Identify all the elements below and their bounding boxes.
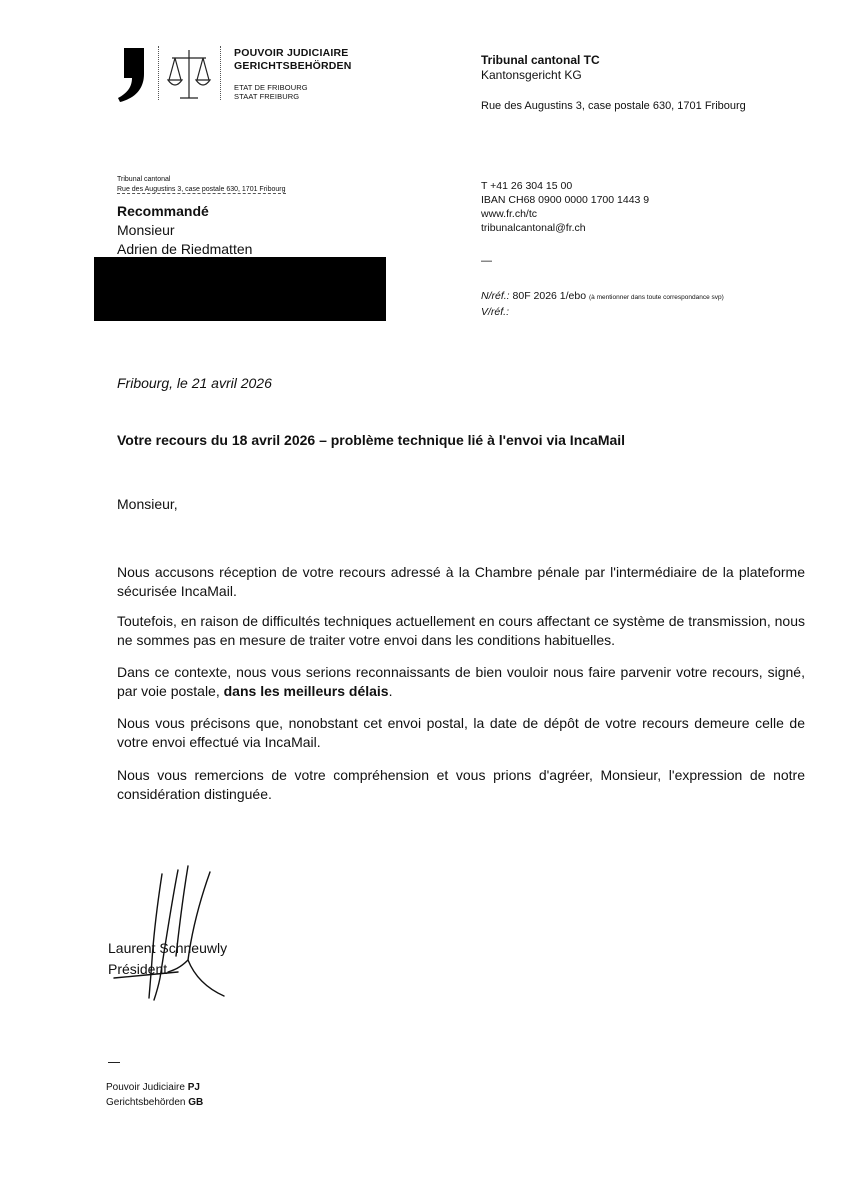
our-reference-value: 80F 2026 1/ebo xyxy=(512,290,587,302)
paragraph-receipt: Nous accusons réception de votre recours adressé à la Chambre pénale par l'intermédiaire de la plateforme sécurisée IncaMail. xyxy=(117,564,805,599)
logo-separator xyxy=(158,46,159,100)
signer-title: Président xyxy=(108,961,168,977)
sender-address: Rue des Augustins 3, case postale 630, 1701 Fribourg xyxy=(117,186,286,193)
footer-block xyxy=(106,1080,203,1110)
footer-org-de: Gerichtsbehörden xyxy=(106,1097,189,1108)
signer-block xyxy=(108,938,227,980)
request-end: . xyxy=(388,683,393,699)
sender-name: Tribunal cantonal xyxy=(117,176,171,183)
request-deadline: dans les meilleurs délais xyxy=(223,683,389,699)
tribunal-name-de: Kantonsgericht KG xyxy=(481,68,582,82)
delivery-mode: Recommandé xyxy=(117,203,209,219)
request-text: Dans ce contexte, nous vous serions reconnaissants de bien vouloir nous faire parvenir votre recours, signé, par voie postale, xyxy=(117,664,805,699)
email-link[interactable]: tribunalcantonal@fr.ch xyxy=(481,222,586,234)
scales-of-justice-icon xyxy=(166,48,212,100)
handwritten-signature-icon xyxy=(96,860,246,1005)
org-name-fr: POUVOIR JUDICIAIRE xyxy=(234,47,349,59)
footer-org-fr: Pouvoir Judiciaire xyxy=(106,1082,188,1093)
organization-name xyxy=(234,47,352,73)
recipient-salutation: Monsieur xyxy=(117,222,175,238)
your-reference-label: V/réf.: xyxy=(481,306,510,318)
footer-abbr-de: GB xyxy=(188,1097,204,1108)
paragraph-filing-date: Nous vous précisons que, nonobstant cet envoi postal, la date de dépôt de votre recours demeure celle de votre envoi effectué via IncaMail. xyxy=(117,715,805,750)
our-reference-note: (à mentionner dans toute correspondance svp) xyxy=(589,294,724,301)
letter-salutation: Monsieur, xyxy=(117,496,178,512)
tribunal-name xyxy=(481,53,600,83)
state-name xyxy=(234,83,308,101)
tribunal-name-fr: Tribunal cantonal TC xyxy=(481,53,600,67)
sender-return-address xyxy=(117,175,286,195)
paragraph-technical-issue: Toutefois, en raison de difficultés techniques actuellement en cours affectant ce système de transmission, nous ne sommes pas en mesure de traiter votre envoi dans les conditions habituelles. xyxy=(117,613,805,648)
letter-subject: Votre recours du 18 avril 2026 – problème technique lié à l'envoi via IncaMail xyxy=(117,432,626,448)
footer-separator xyxy=(108,1062,120,1063)
tribunal-address: Rue des Augustins 3, case postale 630, 1701 Fribourg xyxy=(481,100,746,112)
recipient-block xyxy=(117,202,252,259)
signer-name: Laurent Schneuwly xyxy=(108,940,228,956)
footer-abbr-fr: PJ xyxy=(187,1082,200,1093)
contact-separator: — xyxy=(481,255,492,267)
website-link[interactable]: www.fr.ch/tc xyxy=(481,208,538,220)
iban-number: IBAN CH68 0900 0000 1700 1443 9 xyxy=(481,194,650,206)
paragraph-closing: Nous vous remercions de votre compréhension et vous prions d'agréer, Monsieur, l'expression de notre considération distinguée. xyxy=(117,767,805,802)
references-block xyxy=(481,289,724,319)
recipient-name: Adrien de Riedmatten xyxy=(117,241,253,257)
redacted-address xyxy=(94,257,386,321)
state-name-de: STAAT FREIBURG xyxy=(234,92,300,101)
paragraph-request xyxy=(117,663,805,701)
letter-date: Fribourg, le 21 avril 2026 xyxy=(117,375,272,391)
judiciary-comma-logo-icon xyxy=(116,46,148,102)
contact-block xyxy=(481,179,649,235)
state-name-fr: ETAT DE FRIBOURG xyxy=(234,83,308,92)
org-name-de: GERICHTSBEHÖRDEN xyxy=(234,60,352,72)
logo-separator xyxy=(220,46,221,100)
our-reference-label: N/réf.: xyxy=(481,290,510,302)
phone-number: T +41 26 304 15 00 xyxy=(481,180,573,192)
